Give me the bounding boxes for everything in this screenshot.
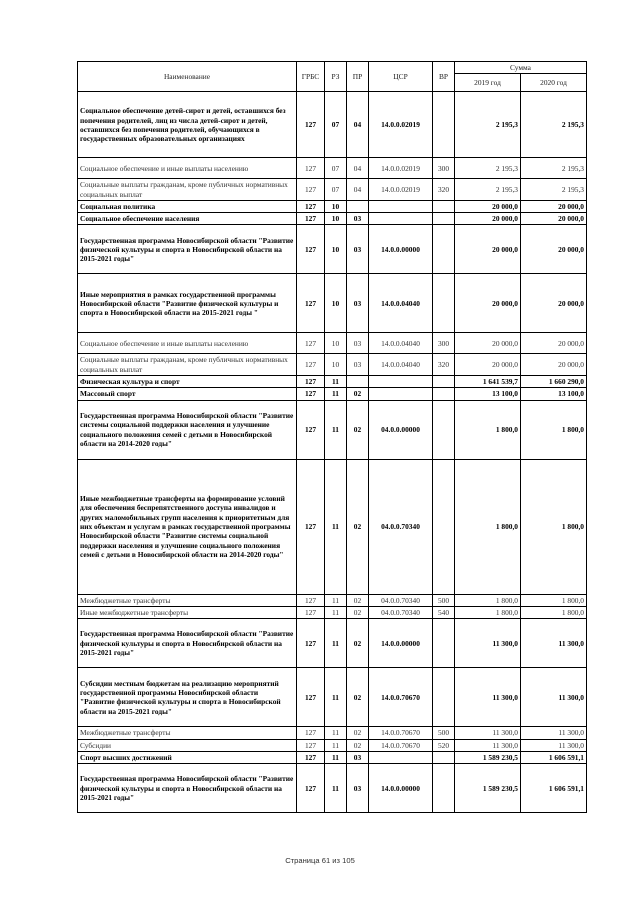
cell-v2020: 20 000,0 (521, 200, 587, 212)
cell-rz: 11 (325, 388, 347, 400)
cell-vr (433, 92, 455, 158)
cell-rz: 07 (325, 92, 347, 158)
cell-rz: 10 (325, 354, 347, 376)
table-header (78, 62, 587, 92)
cell-name: Межбюджетные трансферты (78, 727, 297, 739)
cell-v2019: 1 800,0 (455, 400, 521, 459)
cell-v2020: 11 300,0 (521, 727, 587, 739)
cell-name: Физическая культура и спорт (78, 376, 297, 388)
header-sum: Сумма (455, 62, 587, 74)
cell-vr: 540 (433, 606, 455, 618)
table-row (78, 594, 587, 606)
cell-vr (433, 764, 455, 813)
table-body (78, 92, 587, 813)
cell-v2019: 11 300,0 (455, 739, 521, 751)
table-row (78, 213, 587, 225)
cell-vr: 520 (433, 739, 455, 751)
table-row (78, 400, 587, 459)
cell-pr: 03 (347, 274, 369, 333)
cell-name: Спорт высших достижений (78, 751, 297, 763)
cell-pr: 02 (347, 739, 369, 751)
cell-v2020: 1 800,0 (521, 400, 587, 459)
cell-vr (433, 274, 455, 333)
cell-name: Социальное обеспечение и иные выплаты населению (78, 333, 297, 354)
cell-vr (433, 225, 455, 274)
table-row (78, 354, 587, 376)
cell-grbs: 127 (297, 354, 325, 376)
cell-vr (433, 668, 455, 727)
cell-grbs: 127 (297, 739, 325, 751)
cell-csr (369, 213, 433, 225)
cell-rz: 11 (325, 668, 347, 727)
cell-grbs: 127 (297, 400, 325, 459)
cell-name: Иные мероприятия в рамках государственной программы Новосибирской области "Развитие физической культуры и спорта в Новосибирской области на 2015-2021 годы " (78, 274, 297, 333)
header-pr: ПР (347, 62, 369, 92)
cell-v2019: 20 000,0 (455, 200, 521, 212)
cell-v2019: 11 300,0 (455, 668, 521, 727)
cell-rz: 11 (325, 606, 347, 618)
cell-name: Иные межбюджетные трансферты (78, 606, 297, 618)
cell-pr: 02 (347, 400, 369, 459)
cell-rz: 10 (325, 213, 347, 225)
cell-v2019: 11 300,0 (455, 727, 521, 739)
table-row (78, 739, 587, 751)
table-row (78, 619, 587, 668)
cell-v2020: 11 300,0 (521, 668, 587, 727)
cell-csr: 04.0.0.00000 (369, 400, 433, 459)
cell-csr: 14.0.0.00000 (369, 764, 433, 813)
cell-grbs: 127 (297, 200, 325, 212)
header-csr: ЦСР (369, 62, 433, 92)
cell-grbs: 127 (297, 727, 325, 739)
cell-csr: 04.0.0.70340 (369, 459, 433, 594)
header-vr: ВР (433, 62, 455, 92)
cell-grbs: 127 (297, 376, 325, 388)
cell-csr (369, 376, 433, 388)
header-grbs: ГРБС (297, 62, 325, 92)
cell-vr (433, 200, 455, 212)
cell-grbs: 127 (297, 459, 325, 594)
cell-rz: 11 (325, 400, 347, 459)
cell-v2020: 1 606 591,1 (521, 751, 587, 763)
table-row (78, 179, 587, 201)
header-year-2020: 2020 год (521, 74, 587, 92)
cell-rz: 10 (325, 200, 347, 212)
cell-name: Субсидии (78, 739, 297, 751)
cell-csr: 04.0.0.70340 (369, 594, 433, 606)
cell-v2019: 20 000,0 (455, 225, 521, 274)
cell-rz: 07 (325, 179, 347, 201)
cell-v2020: 1 606 591,1 (521, 764, 587, 813)
cell-vr: 300 (433, 158, 455, 179)
cell-rz: 11 (325, 376, 347, 388)
table-row (78, 606, 587, 618)
cell-pr: 02 (347, 606, 369, 618)
header-year-2019: 2019 год (455, 74, 521, 92)
cell-v2019: 20 000,0 (455, 354, 521, 376)
cell-v2020: 20 000,0 (521, 354, 587, 376)
cell-rz: 10 (325, 225, 347, 274)
budget-table (77, 61, 587, 813)
cell-csr: 04.0.0.70340 (369, 606, 433, 618)
cell-v2020: 1 800,0 (521, 594, 587, 606)
cell-v2020: 2 195,3 (521, 92, 587, 158)
cell-v2019: 20 000,0 (455, 213, 521, 225)
cell-v2019: 1 641 539,7 (455, 376, 521, 388)
cell-vr: 320 (433, 179, 455, 201)
cell-v2019: 2 195,3 (455, 92, 521, 158)
cell-v2019: 1 589 230,5 (455, 764, 521, 813)
cell-v2019: 2 195,3 (455, 158, 521, 179)
cell-pr: 02 (347, 459, 369, 594)
cell-grbs: 127 (297, 333, 325, 354)
cell-pr: 03 (347, 333, 369, 354)
page-footer: Страница 61 из 105 (285, 856, 355, 865)
cell-v2019: 1 800,0 (455, 594, 521, 606)
cell-pr: 03 (347, 225, 369, 274)
cell-pr: 02 (347, 594, 369, 606)
cell-v2020: 2 195,3 (521, 179, 587, 201)
cell-csr (369, 751, 433, 763)
cell-name: Государственная программа Новосибирской области "Развитие физической культуры и спорта в Новосибирской области на 2015-2021 годы" (78, 764, 297, 813)
cell-name: Субсидии местным бюджетам на реализацию мероприятий государственной программы Новосибирской области "Развитие физической культуры и спорта в Новосибирской области на 2015-2021 годы" (78, 668, 297, 727)
cell-v2020: 20 000,0 (521, 274, 587, 333)
cell-pr: 03 (347, 354, 369, 376)
cell-v2019: 13 100,0 (455, 388, 521, 400)
cell-grbs: 127 (297, 606, 325, 618)
cell-v2019: 1 800,0 (455, 606, 521, 618)
cell-v2020: 1 800,0 (521, 459, 587, 594)
cell-rz: 11 (325, 764, 347, 813)
cell-grbs: 127 (297, 225, 325, 274)
cell-v2020: 1 800,0 (521, 606, 587, 618)
cell-vr (433, 459, 455, 594)
cell-v2020: 20 000,0 (521, 333, 587, 354)
cell-v2020: 11 300,0 (521, 739, 587, 751)
cell-pr: 02 (347, 619, 369, 668)
table-row (78, 274, 587, 333)
table-row (78, 333, 587, 354)
cell-vr: 500 (433, 594, 455, 606)
cell-grbs: 127 (297, 158, 325, 179)
cell-vr (433, 751, 455, 763)
cell-csr: 14.0.0.04040 (369, 354, 433, 376)
cell-csr (369, 200, 433, 212)
cell-rz: 07 (325, 158, 347, 179)
cell-name: Социальное обеспечение детей-сирот и детей, оставшихся без попечения родителей, лиц из числа детей-сирот и детей, оставшихся без попечения родителей, обучающихся в государственных образовательных организациях (78, 92, 297, 158)
table-row (78, 727, 587, 739)
cell-v2020: 13 100,0 (521, 388, 587, 400)
cell-name: Социальные выплаты гражданам, кроме публичных нормативных социальных выплат (78, 179, 297, 201)
cell-pr (347, 376, 369, 388)
header-rz: РЗ (325, 62, 347, 92)
cell-vr: 300 (433, 333, 455, 354)
table-row (78, 668, 587, 727)
cell-pr: 03 (347, 751, 369, 763)
table-row (78, 92, 587, 158)
cell-pr: 04 (347, 92, 369, 158)
cell-rz: 11 (325, 459, 347, 594)
cell-name: Государственная программа Новосибирской области "Развитие физической культуры и спорта в Новосибирской области на 2015-2021 годы" (78, 619, 297, 668)
cell-grbs: 127 (297, 274, 325, 333)
cell-v2020: 2 195,3 (521, 158, 587, 179)
cell-v2019: 20 000,0 (455, 274, 521, 333)
cell-csr: 14.0.0.04040 (369, 333, 433, 354)
cell-grbs: 127 (297, 388, 325, 400)
cell-csr: 14.0.0.02019 (369, 179, 433, 201)
table-row (78, 751, 587, 763)
cell-pr: 04 (347, 158, 369, 179)
cell-v2019: 1 589 230,5 (455, 751, 521, 763)
cell-csr: 14.0.0.00000 (369, 619, 433, 668)
table-row (78, 388, 587, 400)
cell-v2019: 1 800,0 (455, 459, 521, 594)
cell-pr: 04 (347, 179, 369, 201)
cell-pr (347, 200, 369, 212)
table-row (78, 376, 587, 388)
cell-csr: 14.0.0.70670 (369, 739, 433, 751)
cell-v2019: 20 000,0 (455, 333, 521, 354)
cell-grbs: 127 (297, 213, 325, 225)
cell-csr: 14.0.0.70670 (369, 727, 433, 739)
cell-v2020: 11 300,0 (521, 619, 587, 668)
cell-pr: 02 (347, 668, 369, 727)
cell-pr: 03 (347, 764, 369, 813)
cell-csr: 14.0.0.02019 (369, 92, 433, 158)
cell-vr: 500 (433, 727, 455, 739)
cell-csr (369, 388, 433, 400)
cell-name: Массовый спорт (78, 388, 297, 400)
cell-pr: 02 (347, 388, 369, 400)
cell-pr: 02 (347, 727, 369, 739)
cell-v2020: 20 000,0 (521, 213, 587, 225)
cell-csr: 14.0.0.04040 (369, 274, 433, 333)
cell-grbs: 127 (297, 751, 325, 763)
cell-name: Государственная программа Новосибирской области "Развитие системы социальной поддержки населения и улучшение социального положения семей с детьми в Новосибирской области на 2014-2020 годы" (78, 400, 297, 459)
table-row (78, 459, 587, 594)
cell-name: Социальные выплаты гражданам, кроме публичных нормативных социальных выплат (78, 354, 297, 376)
cell-name: Социальная политика (78, 200, 297, 212)
cell-v2019: 11 300,0 (455, 619, 521, 668)
header-name: Наименование (78, 62, 297, 92)
cell-v2020: 20 000,0 (521, 225, 587, 274)
cell-pr: 03 (347, 213, 369, 225)
table-row (78, 158, 587, 179)
cell-vr (433, 400, 455, 459)
cell-name: Государственная программа Новосибирской области "Развитие физической культуры и спорта в Новосибирской области на 2015-2021 годы" (78, 225, 297, 274)
cell-grbs: 127 (297, 668, 325, 727)
cell-name: Иные межбюджетные трансферты на формирование условий для обеспечения беспрепятственного доступа инвалидов и других маломобильных групп населения к приоритетным для них объектам и услугам в рамках государственной программы Новосибирской области "Развитие системы социальной поддержки населения и улучшение социального положения семей с детьми в Новосибирской области на 2014-2020 годы" (78, 459, 297, 594)
cell-csr: 14.0.0.02019 (369, 158, 433, 179)
cell-grbs: 127 (297, 179, 325, 201)
cell-csr: 14.0.0.00000 (369, 225, 433, 274)
cell-name: Социальное обеспечение и иные выплаты населению (78, 158, 297, 179)
cell-csr: 14.0.0.70670 (369, 668, 433, 727)
table-row (78, 200, 587, 212)
table-row (78, 225, 587, 274)
cell-rz: 11 (325, 594, 347, 606)
cell-grbs: 127 (297, 764, 325, 813)
cell-v2019: 2 195,3 (455, 179, 521, 201)
budget-table-container (77, 61, 586, 813)
cell-grbs: 127 (297, 92, 325, 158)
cell-name: Социальное обеспечение населения (78, 213, 297, 225)
cell-vr: 320 (433, 354, 455, 376)
cell-name: Межбюджетные трансферты (78, 594, 297, 606)
cell-rz: 10 (325, 333, 347, 354)
cell-vr (433, 376, 455, 388)
cell-vr (433, 388, 455, 400)
cell-vr (433, 213, 455, 225)
cell-vr (433, 619, 455, 668)
cell-rz: 11 (325, 751, 347, 763)
cell-rz: 11 (325, 619, 347, 668)
cell-v2020: 1 660 290,0 (521, 376, 587, 388)
cell-grbs: 127 (297, 594, 325, 606)
cell-rz: 11 (325, 727, 347, 739)
cell-rz: 10 (325, 274, 347, 333)
cell-grbs: 127 (297, 619, 325, 668)
table-row (78, 764, 587, 813)
cell-rz: 11 (325, 739, 347, 751)
